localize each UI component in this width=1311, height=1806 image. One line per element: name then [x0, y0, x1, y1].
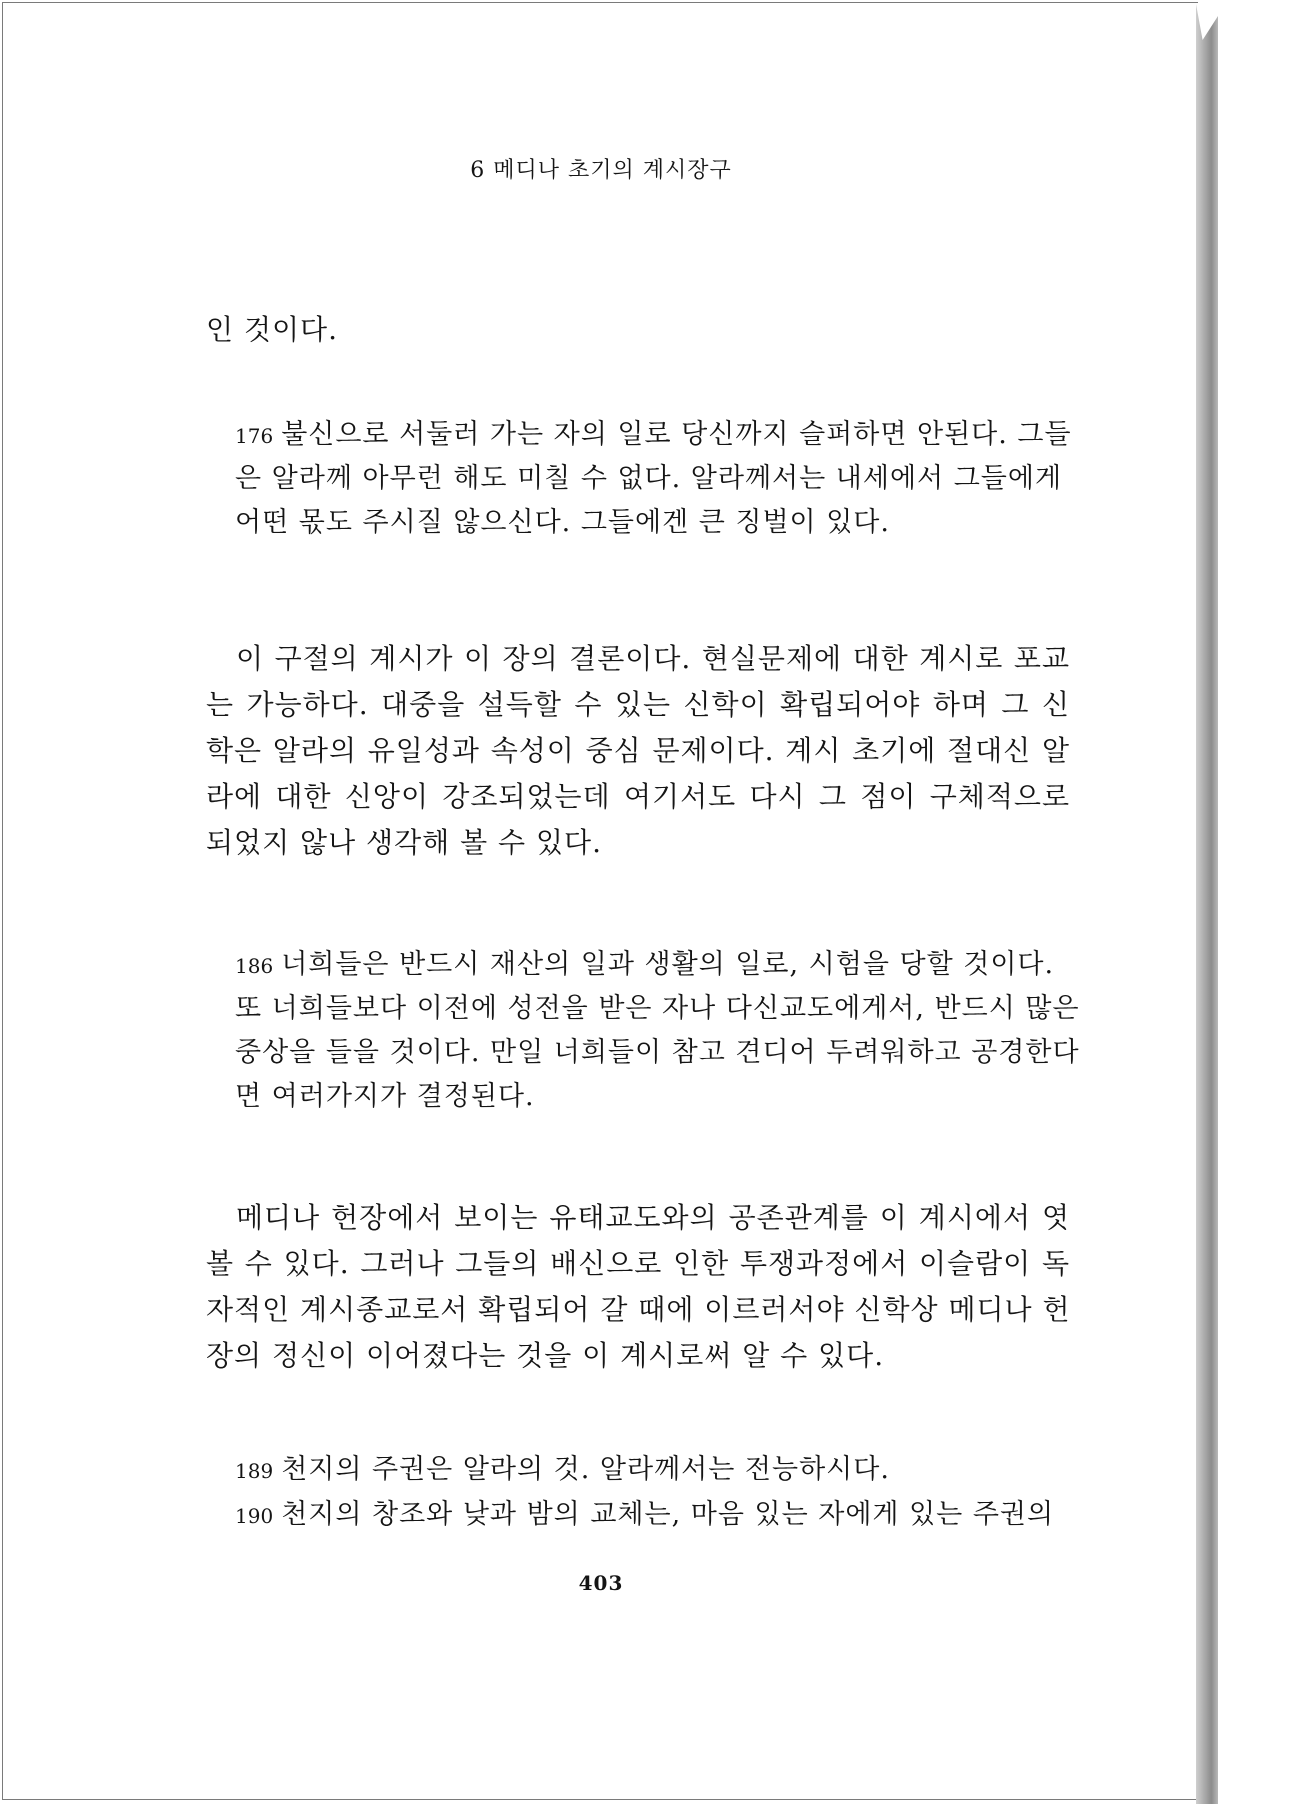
verse-189 [235, 1448, 1043, 1492]
text-line: 은 알라께 아무런 해도 미칠 수 없다. 알라께서는 내세에서 그들에게 [235, 463, 1063, 494]
text-line: 면 여러가지가 결정된다. [235, 1081, 535, 1112]
verse-176 [235, 413, 1072, 545]
text-line: 되었지 않나 생각해 볼 수 있다. [206, 826, 602, 859]
verse-number: 176 [235, 424, 274, 448]
text-line: 라에 대한 신앙이 강조되었는데 여기서도 다시 그 점이 구체적으로 [206, 780, 1070, 813]
text-line: 또 너희들보다 이전에 성전을 받은 자나 다신교도에게서, 반드시 많은 [235, 993, 1080, 1024]
text-line: 어떤 몫도 주시질 않으신다. 그들에겐 큰 징벌이 있다. [235, 507, 890, 538]
page-edge-shadow [1196, 4, 1218, 1804]
verse-number: 189 [235, 1459, 274, 1483]
text-line: 자적인 계시종교로서 확립되어 갈 때에 이르러서야 신학상 메디나 헌 [206, 1293, 1071, 1326]
text-line: 너희들은 반드시 재산의 일과 생활의 일로, 시험을 당할 것이다. [281, 949, 1055, 980]
running-head: 6 메디나 초기의 계시장구 [470, 158, 732, 183]
text-line: 천지의 창조와 낮과 밤의 교체는, 마음 있는 자에게 있는 주권의 [281, 1499, 1055, 1530]
text-line: 불신으로 서둘러 가는 자의 일로 당신까지 슬퍼하면 안된다. 그들 [281, 419, 1072, 450]
verse-number: 190 [235, 1504, 274, 1528]
text-line: 이 구절의 계시가 이 장의 결론이다. 현실문제에 대한 계시로 포교 [236, 642, 1070, 675]
text-line: 학은 알라의 유일성과 속성이 중심 문제이다. 계시 초기에 절대신 알 [206, 734, 1070, 767]
text-line: 중상을 들을 것이다. 만일 너희들이 참고 견디어 두려워하고 공경한다 [235, 1037, 1080, 1068]
text-line: 볼 수 있다. 그러나 그들의 배신으로 인한 투쟁과정에서 이슬람이 독 [206, 1247, 1070, 1280]
verse-186 [235, 943, 1080, 1119]
commentary-paragraph [206, 636, 1070, 866]
commentary-paragraph [206, 1195, 1070, 1379]
text-line: 천지의 주권은 알라의 것. 알라께서는 전능하시다. [281, 1454, 890, 1485]
verse-190 [235, 1493, 1055, 1537]
paragraph-continuation [206, 307, 1070, 353]
page-number: 403 [578, 1571, 624, 1595]
book-page [2, 2, 1198, 1800]
text-line: 장의 정신이 이어졌다는 것을 이 계시로써 알 수 있다. [206, 1339, 885, 1372]
text-line: 는 가능하다. 대중을 설득할 수 있는 신학이 확립되어야 하며 그 신 [206, 688, 1070, 721]
text-line: 인 것이다. [206, 313, 338, 346]
verse-number: 186 [235, 954, 274, 978]
text-line: 메디나 헌장에서 보이는 유태교도와의 공존관계를 이 계시에서 엿 [236, 1201, 1070, 1234]
